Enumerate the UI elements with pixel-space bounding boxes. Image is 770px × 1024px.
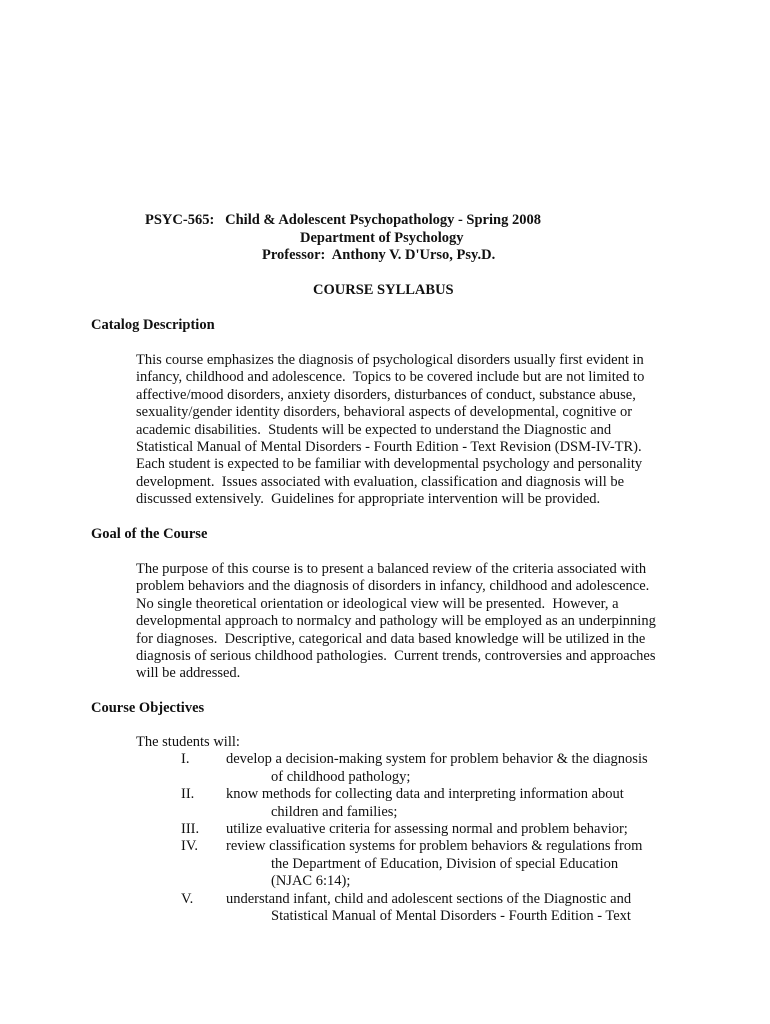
objective-line: develop a decision-making system for problem behavior & the diagnosis (226, 751, 648, 768)
paragraph-line: diagnosis of serious childhood pathologies. Current trends, controversies and approaches (136, 648, 656, 665)
syllabus-heading: COURSE SYLLABUS (313, 282, 454, 298)
paragraph-line: academic disabilities. Students will be expected to understand the Diagnostic and (136, 421, 612, 438)
department-name: Department of Psychology (300, 229, 464, 246)
objective-number: II. (181, 786, 195, 803)
course-title: PSYC-565: Child & Adolescent Psychopathology - Spring 2008 (145, 212, 541, 228)
objective-number: IV. (181, 838, 199, 855)
objective-item (136, 821, 696, 838)
paragraph-line: The purpose of this course is to present a balanced review of the criteria associated with (136, 561, 647, 577)
objective-item (136, 838, 696, 890)
objective-line: Statistical Manual of Mental Disorders - Fourth Edition - Text (271, 908, 631, 925)
paragraph-line: discussed extensively. Guidelines for appropriate intervention will be provided. (136, 491, 601, 508)
paragraph-line: developmental approach to normalcy and pathology will be employed as an underpinning (136, 613, 656, 630)
paragraph-line: development. Issues associated with evaluation, classification and diagnosis will be (136, 473, 625, 490)
objective-line: the Department of Education, Division of special Education (271, 855, 619, 872)
objective-number: III. (181, 821, 200, 838)
objective-item (136, 786, 696, 821)
paragraph-line: sexuality/gender identity disorders, behavioral aspects of developmental, cognitive or (136, 404, 633, 421)
paragraph-line: affective/mood disorders, anxiety disorders, disturbances of conduct, substance abuse, (136, 386, 636, 403)
paragraph-line: for diagnoses. Descriptive, categorical and data based knowledge will be utilized in the (136, 630, 646, 647)
paragraph-line: will be addressed. (136, 665, 241, 682)
paragraph-line: infancy, childhood and adolescence. Topics to be covered include but are not limited to (136, 369, 645, 386)
objective-item (136, 751, 696, 786)
catalog-description-paragraph (136, 352, 696, 509)
goal-paragraph (136, 561, 696, 683)
objectives-list (136, 734, 696, 925)
objective-item (136, 891, 696, 926)
catalog-description-heading: Catalog Description (91, 317, 215, 333)
professor-name: Professor: Anthony V. D'Urso, Psy.D. (262, 247, 496, 263)
paragraph-line: No single theoretical orientation or ideological view will be presented. However, a (136, 595, 619, 612)
objective-line: understand infant, child and adolescent sections of the Diagnostic and (226, 890, 632, 907)
objective-number: V. (181, 890, 194, 907)
objective-number: I. (181, 751, 190, 768)
objective-line: children and families; (271, 803, 398, 820)
paragraph-line: problem behaviors and the diagnosis of disorders in infancy, childhood and adolescence. (136, 578, 650, 595)
objective-line: of childhood pathology; (271, 768, 411, 785)
objective-line: know methods for collecting data and interpreting information about (226, 786, 624, 803)
objective-line: utilize evaluative criteria for assessing normal and problem behavior; (226, 821, 628, 838)
objective-line: review classification systems for problem behaviors & regulations from (226, 838, 643, 855)
paragraph-line: This course emphasizes the diagnosis of psychological disorders usually first evident in (136, 352, 644, 368)
goal-heading: Goal of the Course (91, 526, 208, 542)
paragraph-line: Statistical Manual of Mental Disorders - Fourth Edition - Text Revision (DSM-IV-TR). (136, 439, 642, 456)
objective-line: (NJAC 6:14); (271, 873, 351, 890)
course-objectives-heading: Course Objectives (91, 700, 205, 716)
objectives-intro: The students will: (136, 734, 240, 750)
paragraph-line: Each student is expected to be familiar with developmental psychology and personality (136, 456, 643, 473)
